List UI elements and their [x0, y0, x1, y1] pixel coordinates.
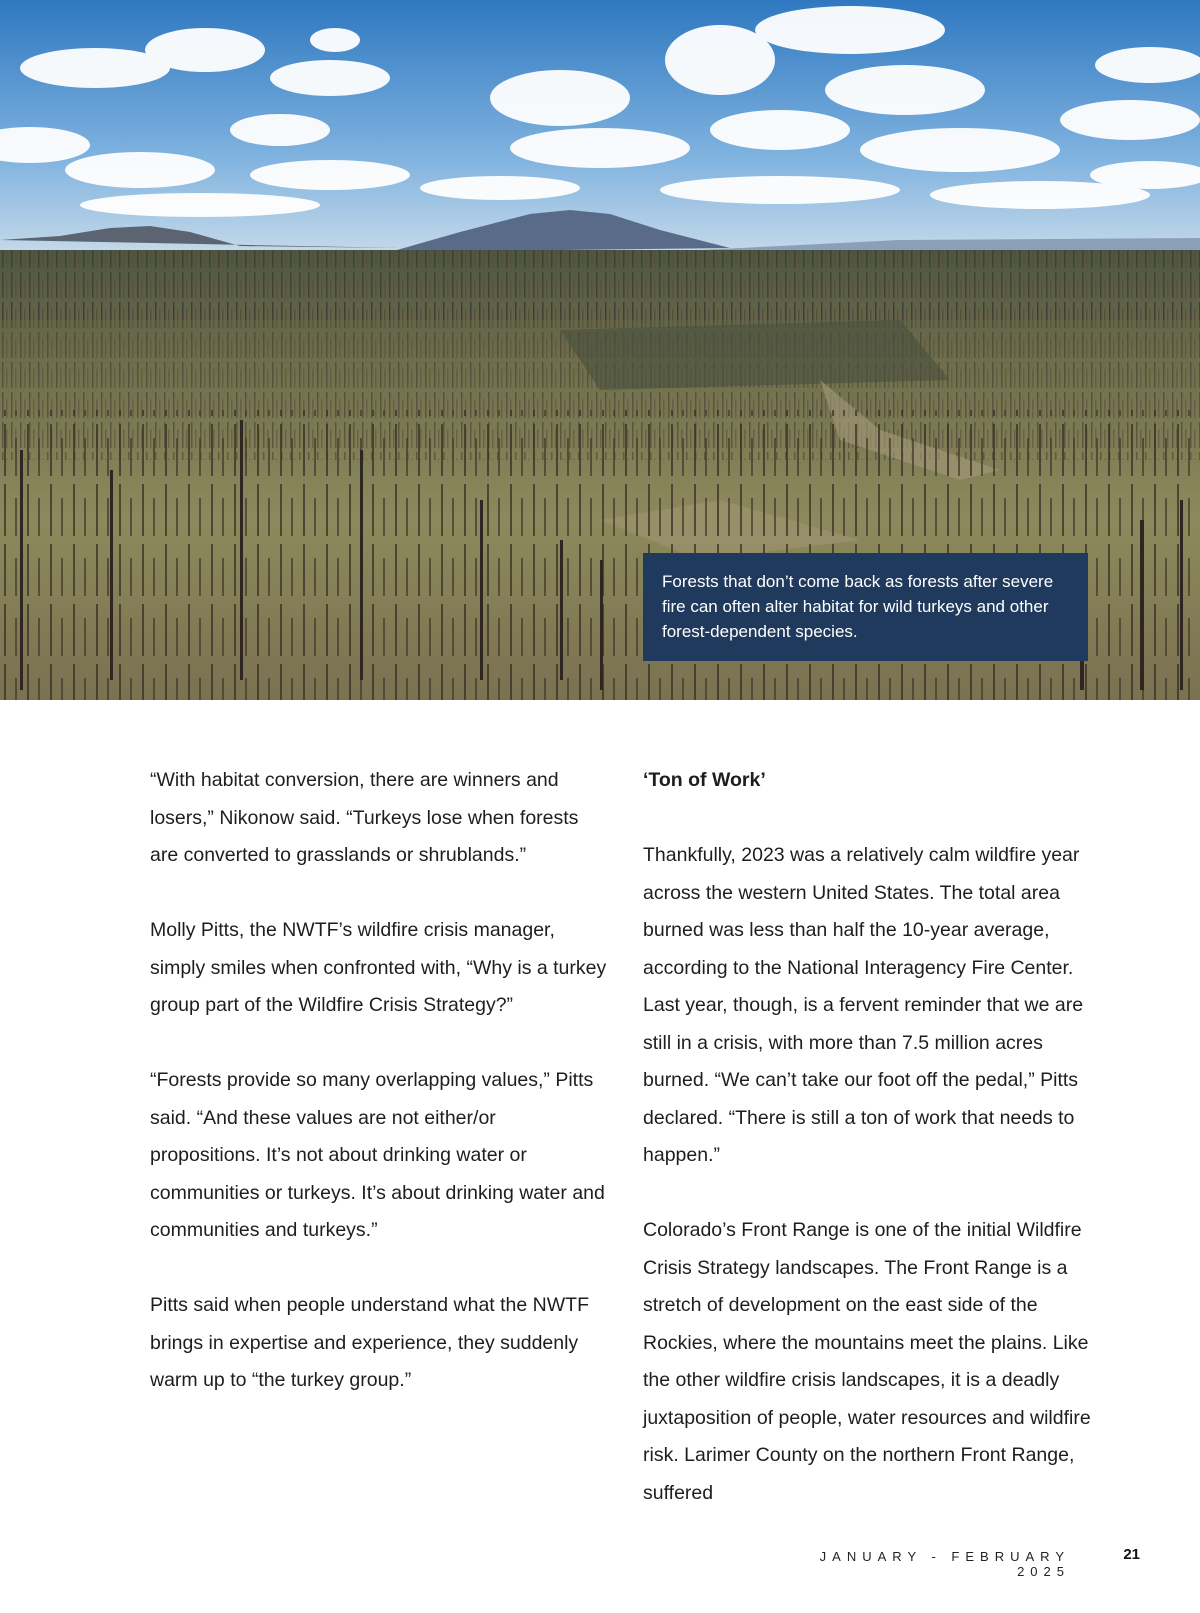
section-subhead: ‘Ton of Work’ [643, 769, 766, 791]
body-paragraph: Molly Pitts, the NWTF’s wildfire crisis manager, simply smiles when confronted with, “Why is a turkey group part of the Wildfire Crisis Strategy?” [150, 919, 607, 1016]
left-column [150, 762, 610, 1437]
hero-photo [0, 0, 1200, 700]
issue-date: JANUARY - FEBRUARY 2025 [819, 1549, 1070, 1579]
photo-caption: Forests that don’t come back as forests after severe fire can often alter habitat for wild turkeys and other forest-dependent species. [643, 553, 1088, 661]
body-paragraph: Colorado’s Front Range is one of the initial Wildfire Crisis Strategy landscapes. The Front Range is a stretch of development on the east side of the Rockies, where the mountains meet the plains. Like the other wildfire crisis landscapes, it is a deadly juxtaposition of people, water resources and wildfire risk. Larimer County on the northern Front Range, suffered [643, 1219, 1091, 1504]
body-paragraph: Thankfully, 2023 was a relatively calm wildfire year across the western United States. The total area burned was less than half the 10-year average, according to the National Interagency Fire Center. Last year, though, is a fervent reminder that we are still in a crisis, with more than 7.5 million acres burned. “We can’t take our foot off the pedal,” Pitts declared. “There is still a ton of work that needs to happen.” [643, 844, 1084, 1166]
body-paragraph: “With habitat conversion, there are winners and losers,” Nikonow said. “Turkeys lose when forests are converted to grasslands or shrublands.” [150, 769, 579, 866]
body-paragraph: “Forests provide so many overlapping values,” Pitts said. “And these values are not either/or propositions. It’s not about drinking water or communities or turkeys. It’s about drinking water and communities and turkeys.” [150, 1069, 605, 1241]
page-number: 21 [1123, 1546, 1140, 1563]
body-paragraph: Pitts said when people understand what the NWTF brings in expertise and experience, they suddenly warm up to “the turkey group.” [150, 1294, 589, 1391]
right-column [643, 762, 1103, 1550]
